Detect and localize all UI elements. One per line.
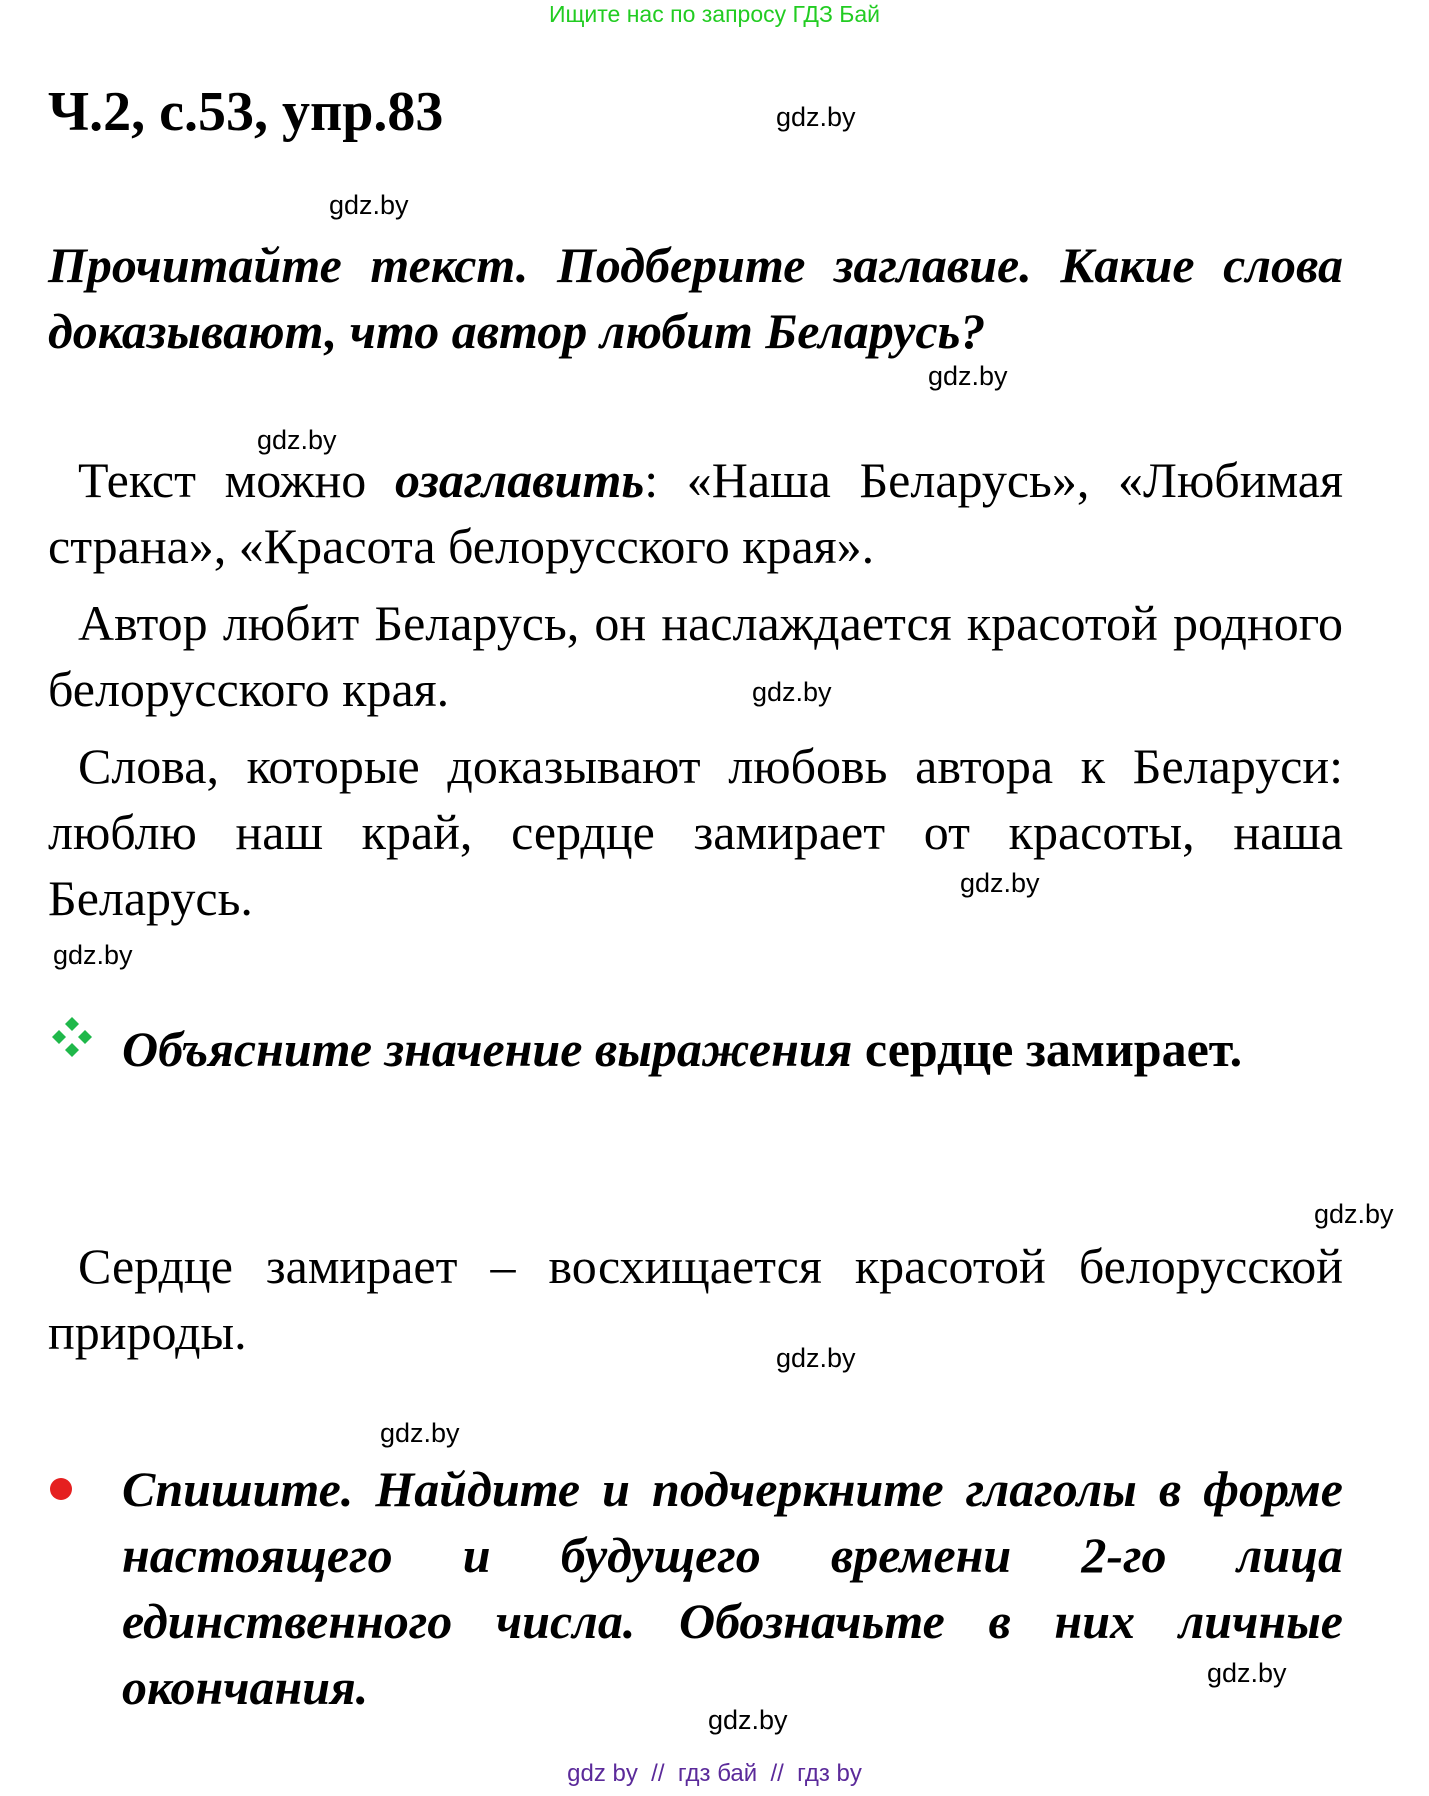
answer-1-paragraph-1 [48,447,1343,579]
footer-links [0,1760,1429,1788]
footer-text: gdz by // гдз бай // гдз by [567,1760,862,1787]
watermark: gdz.by [1207,1658,1287,1688]
watermark: gdz.by [329,190,409,220]
page-title: Ч.2, с.53, упр.83 [48,81,444,143]
watermark: gdz.by [928,361,1008,391]
watermark: gdz.by [776,102,856,132]
watermark: gdz.by [752,677,832,707]
watermark: gdz.by [380,1418,460,1448]
answer-1-paragraph-2: Автор любит Беларусь, он наслаждается красотой родного белорусского края. [48,595,1343,717]
watermark: gdz.by [257,425,337,455]
watermark: gdz.by [708,1705,788,1735]
watermark: gdz.by [53,940,133,970]
task-2-text: Объясните значение выражения [122,1021,865,1077]
answer-2: Сердце замирает – восхищается красотой белорусской природы. [48,1238,1343,1360]
watermark: gdz.by [1314,1199,1394,1229]
answer-1-start: Текст можно [78,452,395,508]
diamond-icon [50,1012,94,1078]
answer-1-paragraph-3: Слова, которые доказывают любовь автора к Беларуси: люблю наш край, сердце замирает от красоты, наша Беларусь. [48,738,1343,926]
task-2 [122,1016,1343,1082]
watermark: gdz.by [960,868,1040,898]
watermark: gdz.by [776,1343,856,1373]
answer-1-end: : «Наша Беларусь», «Любимая страна», «Красота белорусского края». [48,452,1343,574]
task-1: Прочитайте текст. Подберите заглавие. Какие слова доказывают, что автор любит Беларусь? [48,237,1343,359]
answer-1-emphasis: озаглавить [395,452,645,508]
red-dot-icon [50,1478,72,1500]
task-2-phrase: сердце замирает. [864,1021,1243,1077]
search-hint: Ищите нас по запросу ГДЗ Бай [548,1,881,27]
task-3: Спишите. Найдите и подчеркните глаголы в форме настоящего и будущего времени 2-го лица единственного числа. Обозначьте в них личные окончания. [122,1461,1343,1715]
